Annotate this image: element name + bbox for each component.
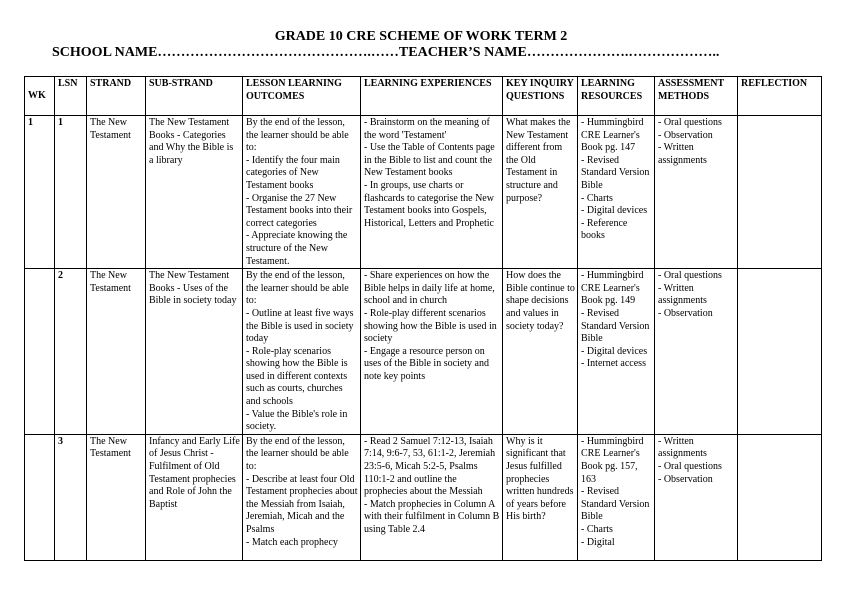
experience-line: - Read 2 Samuel 7:12-13, Isaiah 7:14, 9:6-7, 53, 61:1-2, Jeremiah 23:5-6, Micah 5:2-5, Psalms 110:1-2 and outline the prophecies about the Messiah xyxy=(364,435,496,498)
resource-line: - Revised Standard Version Bible xyxy=(581,486,650,523)
cell-sub-strand: The New Testament Books - Uses of the Bible in society today xyxy=(146,269,243,435)
col-header-questions: KEY INQUIRY QUESTIONS xyxy=(503,77,578,116)
cell-strand: The New Testament xyxy=(87,434,146,560)
cell-experiences xyxy=(361,434,503,560)
assessment-line: - Observation xyxy=(658,473,713,485)
cell-questions: Why is it significant that Jesus fulfilled prophecies written hundreds of years before His birth? xyxy=(503,434,578,560)
assessment-line: - Oral questions xyxy=(658,270,722,282)
scheme-of-work-table xyxy=(24,76,822,561)
cell-resources xyxy=(578,269,655,435)
assessment-line: - Observation xyxy=(658,129,713,141)
experience-line: - Use the Table of Contents page in the Bible to list and count the New Testament books xyxy=(364,142,495,179)
assessment-line: - Written assignments xyxy=(658,435,707,460)
experience-line: - Match prophecies in Column A with their fulfilment in Column B using Table 2.4 xyxy=(364,498,500,535)
col-header-resources: LEARNING RESOURCES xyxy=(578,77,655,116)
col-header-sub-strand: SUB-STRAND xyxy=(146,77,243,116)
experience-line: - In groups, use charts or flashcards to categorise the New Testament books into Gospels, Historical, Letters and Prophetic xyxy=(364,179,494,229)
col-header-lsn: LSN xyxy=(55,77,87,116)
school-teacher-line: SCHOOL NAME……………………………………….……TEACHER’S NAME………………….……………….. xyxy=(52,45,720,60)
cell-experiences xyxy=(361,269,503,435)
cell-resources xyxy=(578,116,655,269)
col-header-outcomes: LESSON LEARNING OUTCOMES xyxy=(243,77,361,116)
table-row xyxy=(25,116,822,269)
assessment-line: - Observation xyxy=(658,307,713,319)
resource-line: - Digital devices xyxy=(581,345,648,357)
col-header-experiences: LEARNING EXPERIENCES xyxy=(361,77,503,116)
document-title: GRADE 10 CRE SCHEME OF WORK TERM 2 xyxy=(274,29,568,44)
cell-outcomes xyxy=(243,116,361,269)
cell-sub-strand: Infancy and Early Life of Jesus Christ - Fulfilment of Old Testament prophecies and Role of John the Baptist xyxy=(146,434,243,560)
experience-line: - Share experiences on how the Bible helps in daily life at home, school and in church xyxy=(364,270,495,307)
cell-wk xyxy=(25,269,55,435)
outcome-line: - Role-play scenarios showing how the Bible is used in different contexts such as courts, churches and schools xyxy=(246,345,348,408)
resource-line: - Charts xyxy=(581,192,613,204)
cell-sub-strand: The New Testament Books - Categories and Why the Bible is a library xyxy=(146,116,243,269)
cell-reflection xyxy=(738,434,822,560)
resource-line: - Digital devices xyxy=(581,205,648,217)
assessment-line: - Oral questions xyxy=(658,117,722,128)
resource-line: - Hummingbird CRE Learner's Book pg. 149 xyxy=(581,270,644,307)
outcome-line: - Describe at least four Old Testament prophecies about the Messiah from Isaiah, Jeremiah, Micah and the Psalms xyxy=(246,473,358,535)
cell-assessment xyxy=(655,269,738,435)
cell-strand: The New Testament xyxy=(87,269,146,435)
cell-resources xyxy=(578,434,655,560)
experience-line: - Engage a resource person on uses of the Bible in society and note key points xyxy=(364,345,489,382)
resource-line: - Digital xyxy=(581,536,615,548)
resource-line: - Charts xyxy=(581,524,613,535)
outcome-line: - Value the Bible's role in society. xyxy=(246,408,348,433)
outcome-line: - Appreciate knowing the structure of the New Testament. xyxy=(246,230,348,267)
cell-questions: What makes the New Testament different from the Old Testament in structure and purpose? xyxy=(503,116,578,269)
cell-lsn: 3 xyxy=(55,434,87,560)
resource-line: - Internet access xyxy=(581,358,646,370)
cell-assessment xyxy=(655,434,738,560)
cell-wk: 1 xyxy=(25,116,55,269)
outcome-line: - Outline at least five ways the Bible is used in society today xyxy=(246,307,354,345)
assessment-line: - Written assignments xyxy=(658,142,707,166)
table-row xyxy=(25,269,822,435)
resource-line: - Hummingbird CRE Learner's Book pg. 147 xyxy=(581,117,644,154)
cell-lsn: 1 xyxy=(55,116,87,269)
cell-outcomes xyxy=(243,434,361,560)
col-header-reflection: REFLECTION xyxy=(738,77,822,116)
outcome-line: - Match each prophecy xyxy=(246,536,338,548)
assessment-line: - Oral questions xyxy=(658,461,722,473)
cell-lsn: 2 xyxy=(55,269,87,435)
assessment-line: - Written assignments xyxy=(658,282,707,307)
resource-line: - Hummingbird CRE Learner's Book pg. 157, 163 xyxy=(581,435,644,485)
cell-experiences xyxy=(361,116,503,269)
outcome-line: - Identify the four main categories of New Testament books xyxy=(246,154,340,191)
col-header-strand: STRAND xyxy=(87,77,146,116)
cell-assessment xyxy=(655,116,738,269)
outcome-line: By the end of the lesson, the learner should be able to: xyxy=(246,117,349,154)
outcome-line: By the end of the lesson, the learner should be able to: xyxy=(246,270,349,307)
outcome-line: By the end of the lesson, the learner should be able to: xyxy=(246,435,349,473)
resource-line: - Reference books xyxy=(581,217,628,242)
table-row xyxy=(25,434,822,560)
cell-reflection xyxy=(738,269,822,435)
cell-strand: The New Testament xyxy=(87,116,146,269)
experience-line: - Brainstorm on the meaning of the word 'Testament' xyxy=(364,117,490,141)
cell-questions: How does the Bible continue to shape decisions and values in society today? xyxy=(503,269,578,435)
cell-reflection xyxy=(738,116,822,269)
cell-wk xyxy=(25,434,55,560)
resource-line: - Revised Standard Version Bible xyxy=(581,307,650,345)
cell-outcomes xyxy=(243,269,361,435)
col-header-assessment: ASSESSMENT METHODS xyxy=(655,77,738,116)
experience-line: - Role-play different scenarios showing how the Bible is used in society xyxy=(364,307,497,345)
table-header-row xyxy=(25,77,822,116)
col-header-wk: WK xyxy=(25,77,55,116)
resource-line: - Revised Standard Version Bible xyxy=(581,154,650,191)
outcome-line: - Organise the 27 New Testament books into their correct categories xyxy=(246,192,353,229)
